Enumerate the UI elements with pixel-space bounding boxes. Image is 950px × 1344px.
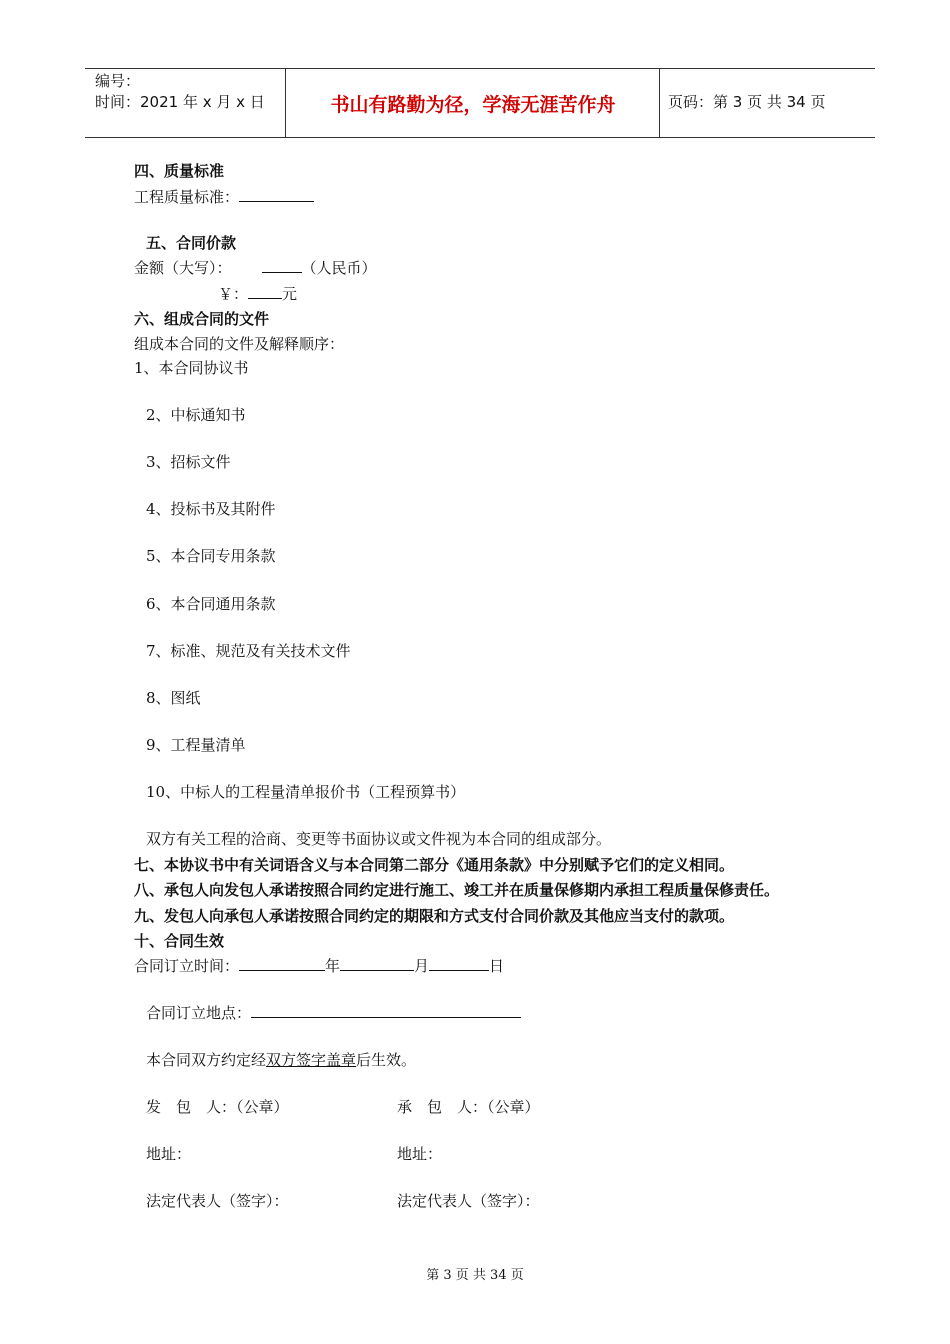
signing-time-label: 合同订立时间： [134, 957, 240, 975]
section-6-closing: 双方有关工程的洽商、变更等书面协议或文件视为本合同的组成部分。 [146, 830, 612, 848]
list-item: 9、工程量清单 [146, 736, 246, 754]
document-number-label: 编号： [95, 72, 141, 90]
section-10-title: 十、合同生效 [134, 932, 225, 950]
place-blank [251, 1003, 521, 1018]
section-4-title: 四、质量标准 [134, 162, 225, 180]
effect-statement [146, 1050, 416, 1070]
section-5-title: 五、合同价款 [146, 234, 237, 252]
list-item: 7、标准、规范及有关技术文件 [146, 642, 351, 660]
effect-suffix: 后生效。 [356, 1051, 417, 1069]
list-item: 8、图纸 [146, 689, 201, 707]
year-label: 年 [325, 957, 341, 975]
header-divider [285, 69, 286, 137]
quality-standard-label: 工程质量标准： [134, 188, 240, 206]
effect-underlined: 双方签字盖章 [266, 1051, 357, 1069]
signing-time-line [134, 956, 504, 976]
effect-prefix: 本合同双方约定经 [146, 1051, 267, 1069]
quality-standard-line [134, 187, 314, 207]
page-header [85, 68, 875, 138]
list-item: 5、本合同专用条款 [146, 547, 276, 565]
section-6-intro: 组成本合同的文件及解释顺序： [134, 335, 345, 353]
signing-place-line [146, 1003, 521, 1023]
list-item: 2、中标通知书 [146, 406, 246, 424]
amount-figure-blank [248, 284, 282, 299]
list-item: 10、中标人的工程量清单报价书（工程预算书） [146, 783, 466, 801]
month-label: 月 [414, 957, 430, 975]
yuan-suffix: 元 [282, 285, 298, 303]
employer-rep-label: 法定代表人（签字）： [146, 1192, 289, 1210]
header-meta [95, 71, 265, 113]
list-item: 3、招标文件 [146, 453, 231, 471]
contractor-label: 承 包 人：（公章） [397, 1098, 540, 1116]
clause-9: 九、发包人向承包人承诺按照合同约定的期限和方式支付合同价款及其他应当支付的款项。 [134, 907, 735, 925]
list-item: 1、本合同协议书 [134, 359, 249, 377]
section-6-title: 六、组成合同的文件 [134, 310, 270, 328]
year-blank [239, 956, 325, 971]
yen-label: ￥： [218, 285, 249, 303]
clause-7: 七、本协议书中有关词语含义与本合同第二部分《通用条款》中分别赋予它们的定义相同。 [134, 856, 735, 874]
contractor-rep-label: 法定代表人（签字）： [397, 1192, 540, 1210]
list-item: 6、本合同通用条款 [146, 595, 276, 613]
rmb-suffix: （人民币） [301, 259, 377, 277]
amount-words-blank [262, 258, 302, 273]
employer-label: 发 包 人：（公章） [146, 1098, 289, 1116]
quality-standard-blank [239, 187, 314, 202]
header-divider [659, 69, 660, 137]
day-label: 日 [489, 957, 505, 975]
signing-place-label: 合同订立地点： [146, 1004, 252, 1022]
contractor-address-label: 地址： [397, 1145, 443, 1163]
header-motto: 书山有路勤为径，学海无涯苦作舟 [330, 93, 616, 116]
amount-words-line [134, 258, 377, 278]
header-page-number: 页码：第 3 页 共 34 页 [668, 93, 826, 111]
page-footer: 第 3 页 共 34 页 [426, 1268, 524, 1283]
list-item: 4、投标书及其附件 [146, 500, 276, 518]
clause-8: 八、承包人向发包人承诺按照合同约定进行施工、竣工并在质量保修期内承担工程质量保修责任。 [134, 881, 780, 899]
employer-address-label: 地址： [146, 1145, 192, 1163]
amount-words-label: 金额（大写）： [134, 259, 232, 277]
month-blank [340, 956, 414, 971]
amount-figure-line [218, 284, 297, 304]
day-blank [429, 956, 489, 971]
document-time: 时间：2021 年 x 月 x 日 [95, 93, 265, 111]
